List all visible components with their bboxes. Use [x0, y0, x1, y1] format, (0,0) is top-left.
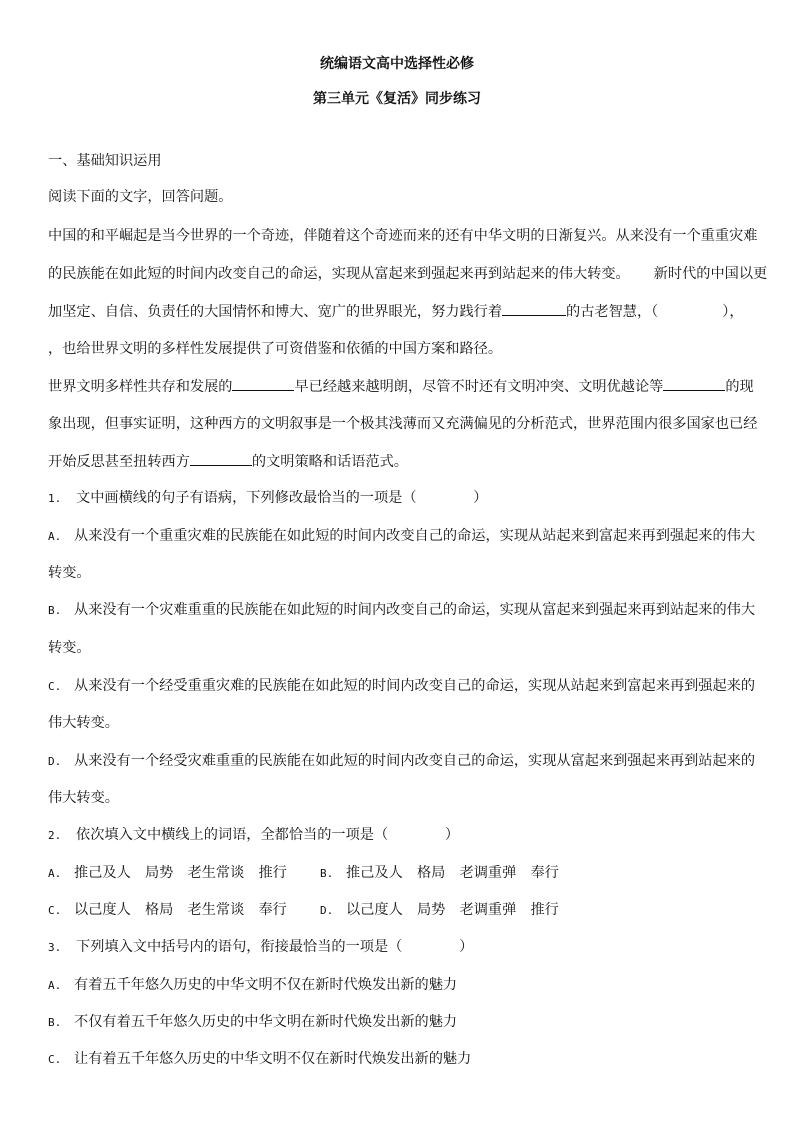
passage-text: 早已经越来越明朗，尽管不时还有文明冲突、文明优越论等 — [294, 379, 664, 395]
option-b-cont: 转变。 — [48, 640, 91, 656]
option-text: 不仅有着五千年悠久历史的中华文明在新时代焕发出新的魅力 — [74, 1014, 458, 1030]
question-number: 2. — [48, 829, 62, 842]
question-number: 1. — [48, 492, 62, 505]
passage-text: 新时代的中国以更 — [653, 266, 768, 282]
option-c — [48, 676, 755, 697]
question-number: 3. — [48, 941, 62, 954]
option-letter: A. — [48, 979, 62, 992]
option-text: 从来没有一个重重灾难的民族能在如此短的时间内改变自己的命运，实现从站起来到富起来再到强起来的伟大 — [74, 528, 756, 544]
passage-line — [48, 264, 767, 284]
option-text: 让有着五千年悠久历史的中华文明不仅在新时代焕发出新的魅力 — [74, 1051, 472, 1067]
option-c — [48, 1049, 471, 1070]
question-stem: 依次填入文中横线上的词语，全都恰当的一项是（ ） — [76, 827, 460, 843]
option-text: 从来没有一个灾难重重的民族能在如此短的时间内改变自己的命运，实现从富起来到强起来再到站起来的伟大 — [74, 602, 756, 618]
option-text: 从来没有一个经受重重灾难的民族能在如此短的时间内改变自己的命运，实现从站起来到富起来再到强起来的 — [74, 678, 756, 694]
options-row — [48, 900, 559, 921]
option-letter: D. — [48, 755, 62, 768]
option-text: 以己度人 格局 老生常谈 奉行 — [74, 902, 287, 918]
passage-text: 的文明策略和话语范式。 — [251, 454, 408, 470]
option-letter: B. — [48, 604, 62, 617]
passage-line — [48, 301, 744, 322]
passage-text: 的现 — [725, 379, 754, 395]
question-2 — [48, 825, 459, 846]
passage-line — [48, 451, 408, 472]
passage-text: ）， — [722, 304, 744, 320]
option-d — [48, 751, 755, 772]
option-b — [48, 1012, 457, 1033]
option-b — [48, 600, 755, 621]
option-letter: A. — [48, 867, 62, 880]
passage-line: ，也给世界文明的多样性发展提供了可资借鉴和依循的中国方案和路径。 — [48, 341, 503, 357]
option-text: 以己度人 局势 老调重弹 推行 — [346, 902, 559, 918]
option-text: 从来没有一个经受灾难重重的民族能在如此短的时间内改变自己的命运，实现从富起来到强起来再到站起来的 — [74, 753, 756, 769]
section-heading: 一、基础知识运用 — [48, 153, 162, 169]
passage-text: 世界文明多样性共存和发展的 — [48, 379, 233, 395]
option-letter: C. — [48, 1053, 62, 1066]
passage-text: 开始反思甚至扭转西方 — [48, 454, 190, 470]
passage-text: 的民族能在如此短的时间内改变自己的命运，实现从富起来到强起来再到站起来的伟大转变。 — [48, 266, 630, 282]
option-c-cont: 伟大转变。 — [48, 715, 119, 731]
options-row — [48, 863, 559, 884]
option-letter: B. — [48, 1016, 62, 1029]
option-letter: C. — [48, 904, 62, 917]
option-a — [48, 975, 457, 996]
fill-blank — [232, 376, 294, 391]
option-letter: B. — [320, 867, 334, 880]
option-text: 推己及人 局势 老生常谈 推行 — [74, 865, 287, 881]
question-1 — [48, 488, 487, 509]
fill-blank — [502, 301, 566, 316]
option-d-cont: 伟大转变。 — [48, 790, 119, 806]
instruction-text: 阅读下面的文字，回答问题。 — [48, 189, 233, 205]
passage-line — [48, 376, 754, 397]
option-letter: D. — [320, 904, 334, 917]
question-stem: 文中画横线的句子有语病，下列修改最恰当的一项是（ ） — [76, 490, 488, 506]
question-stem: 下列填入文中括号内的语句，衔接最恰当的一项是（ ） — [76, 939, 474, 955]
option-letter: C. — [48, 680, 62, 693]
document-subtitle: 第三单元《复活》同步练习 — [313, 91, 481, 107]
option-text: 有着五千年悠久历史的中华文明不仅在新时代焕发出新的魅力 — [74, 977, 458, 993]
fill-blank — [663, 376, 725, 391]
option-text: 推己及人 格局 老调重弹 奉行 — [346, 865, 559, 881]
option-letter: A. — [48, 530, 62, 543]
passage-text: 的古老智慧，（ — [566, 304, 659, 320]
passage-text: 加坚定、自信、负责任的大国情怀和博大、宽广的世界眼光，努力践行着 — [48, 304, 503, 320]
document-title: 统编语文高中选择性必修 — [320, 56, 474, 72]
option-a-cont: 转变。 — [48, 565, 91, 581]
passage-line: 象出现，但事实证明，这种西方的文明叙事是一个极其浅薄而又充满偏见的分析范式，世界范围内很多国家也已经 — [48, 416, 758, 432]
fill-blank — [190, 451, 252, 466]
passage-line: 中国的和平崛起是当今世界的一个奇迹，伴随着这个奇迹而来的还有中华文明的日渐复兴。从来没有一个重重灾难 — [48, 228, 758, 244]
question-3 — [48, 937, 473, 958]
option-a — [48, 526, 755, 547]
